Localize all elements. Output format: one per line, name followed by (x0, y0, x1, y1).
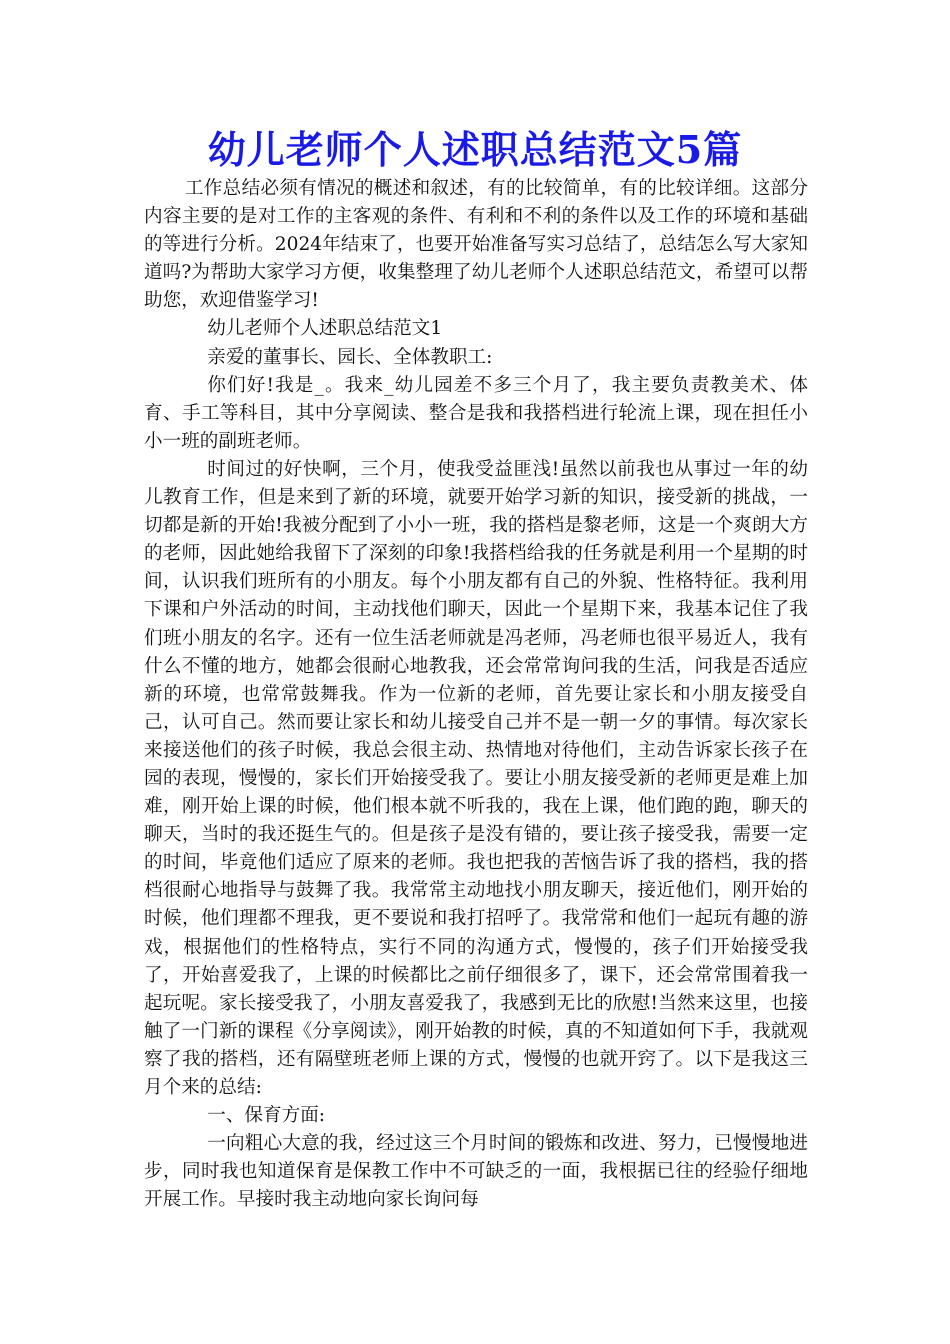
subsection-heading: 一、保育方面: (207, 1105, 326, 1127)
section-title: 幼儿老师个人述职总结范文1 (207, 318, 443, 340)
document-title: 幼儿老师个人述职总结范文5篇 (207, 127, 743, 172)
body-paragraph: 时间过的好快啊，三个月，使我受益匪浅!虽然以前我也从事过一年的幼儿教育工作，但是来到了新的环境，就要开始学习新的知识，接受新的挑战，一切都是新的开始!我被分配到了小小一班，我的搭档是黎老师，这是一个爽朗大方的老师，因此她给我留下了深刻的印象!我搭档给我的任务就是利用一个星期的时间，认识我们班所有的小朋友。每个小朋友都有自己的外貌、性格特征。我利用下课和户外活动的时间，主动找他们聊天，因此一个星期下来，我基本记住了我们班小朋友的名字。还有一位生活老师就是冯老师，冯老师也很平易近人，我有什么不懂的地方，她都会很耐心地教我，还会常常询问我的生活，问我是否适应新的环境，也常常鼓舞我。作为一位新的老师，首先要让家长和小朋友接受自己，认可自己。然而要让家长和幼儿接受自己并不是一朝一夕的事情。每次家长来接送他们的孩子时候，我总会很主动、热情地对待他们，主动告诉家长孩子在园的表现，慢慢的，家长们开始接受我了。要让小朋友接受新的老师更是难上加难，刚开始上课的时候，他们根本就不听我的，我在上课，他们跑的跑，聊天的聊天，当时的我还挺生气的。但是孩子是没有错的，要让孩子接受我，需要一定的时间，毕竟他们适应了原来的老师。我也把我的苦恼告诉了我的搭档，我的搭档很耐心地指导与鼓舞了我。我常常主动地找小朋友聊天，接近他们，刚开始的时候，他们理都不理我，更不要说和我打招呼了。我常常和他们一起玩有趣的游戏，根据他们的性格特点，实行不同的沟通方式，慢慢的，孩子们开始接受我了，开始喜爱我了，上课的时候都比之前仔细很多了，课下，还会常常围着我一起玩呢。家长接受我了，小朋友喜爱我了，我感到无比的欣慰!当然来这里，也接触了一门新的课程《分享阅读》，刚开始教的时候，真的不知道如何下手，我就观察了我的搭档，还有隔壁班老师上课的方式，慢慢的也就开窍了。以下是我这三月个来的总结: (144, 458, 808, 1098)
intro-paragraph: 工作总结必须有情况的概述和叙述，有的比较简单，有的比较详细。这部分内容主要的是对工作的主客观的条件、有利和不利的条件以及工作的环境和基础的等进行分析。2024年结束了，也要开始准备写实习总结了，总结怎么写大家知道吗?为帮助大家学习方便，收集整理了幼儿老师个人述职总结范文，希望可以帮助您，欢迎借鉴学习! (144, 178, 808, 312)
document-body (144, 175, 808, 1214)
body-paragraph: 你们好!我是_。我来_幼儿园差不多三个月了，我主要负责教美术、体育、手工等科目，其中分享阅读、整合是我和我搭档进行轮流上课，现在担任小小一班的副班老师。 (144, 374, 808, 452)
body-paragraph: 一向粗心大意的我，经过这三个月时间的锻炼和改进、努力，已慢慢地进步，同时我也知道保育是保教工作中不可缺乏的一面，我根据已往的经验仔细地开展工作。早接时我主动地向家长询问每 (144, 1133, 808, 1211)
salutation: 亲爱的董事长、园长、全体教职工: (207, 346, 493, 368)
